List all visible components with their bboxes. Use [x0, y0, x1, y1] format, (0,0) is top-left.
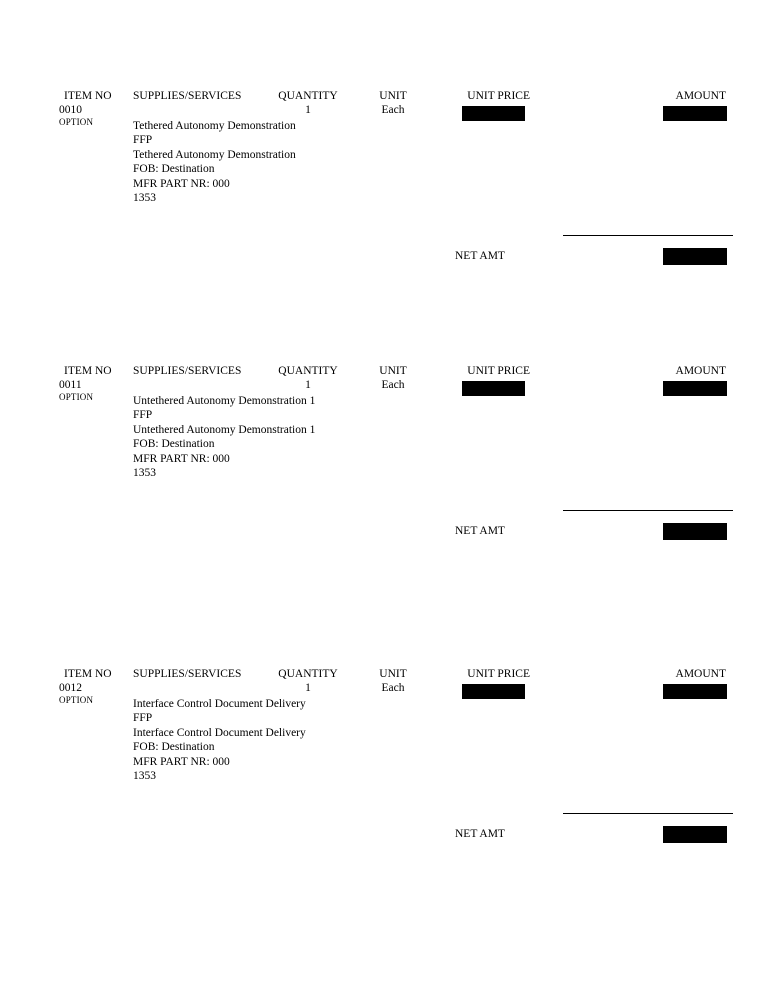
column-header-unit: UNIT [379, 668, 407, 680]
quantity-value: 1 [305, 104, 311, 116]
description-line: MFR PART NR: 000 [133, 452, 230, 465]
item-description [133, 394, 315, 480]
description-line: Tethered Autonomy Demonstration [133, 120, 296, 132]
net-amt-redaction-box [663, 826, 727, 843]
amount-redaction-box [663, 684, 727, 699]
net-amt-rule [563, 510, 733, 511]
column-header-quantity: QUANTITY [278, 668, 338, 680]
column-header-amount: AMOUNT [675, 668, 726, 680]
unit-price-redaction-box [462, 106, 525, 121]
net-amt-rule [563, 813, 733, 814]
column-header-supplies-services: SUPPLIES/SERVICES [133, 90, 242, 102]
column-header-unit-price: UNIT PRICE [467, 668, 530, 680]
line-item-0010 [0, 90, 772, 275]
description-line: 1353 [133, 770, 156, 783]
unit-value: Each [381, 379, 405, 391]
unit-price-redaction-box [462, 381, 525, 396]
column-header-item-no: ITEM NO [64, 90, 112, 102]
net-amt-label: NET AMT [455, 525, 505, 537]
option-label: OPTION [59, 392, 94, 402]
column-header-item-no: ITEM NO [64, 668, 112, 680]
item-number: 0010 [59, 104, 82, 116]
description-line: FOB: Destination [133, 163, 215, 176]
option-label: OPTION [59, 695, 94, 705]
description-line: Untethered Autonomy Demonstration 1 [133, 423, 316, 436]
column-header-item-no: ITEM NO [64, 365, 112, 377]
description-line: Interface Control Document Delivery [133, 698, 306, 710]
description-line: FOB: Destination [133, 438, 215, 451]
option-label: OPTION [59, 117, 94, 127]
net-amt-label: NET AMT [455, 250, 505, 262]
line-item-0012 [0, 668, 772, 853]
net-amt-label: NET AMT [455, 828, 505, 840]
item-description [133, 119, 296, 205]
net-amt-rule [563, 235, 733, 236]
description-line: Untethered Autonomy Demonstration 1 [133, 395, 316, 407]
description-line: FFP [133, 712, 153, 725]
description-line: FOB: Destination [133, 741, 215, 754]
column-header-supplies-services: SUPPLIES/SERVICES [133, 365, 242, 377]
column-header-amount: AMOUNT [675, 90, 726, 102]
column-header-unit: UNIT [379, 90, 407, 102]
description-line: FFP [133, 134, 153, 147]
amount-redaction-box [663, 106, 727, 121]
description-line: MFR PART NR: 000 [133, 755, 230, 768]
net-amt-redaction-box [663, 523, 727, 540]
item-number: 0012 [59, 682, 82, 694]
unit-value: Each [381, 682, 405, 694]
column-header-supplies-services: SUPPLIES/SERVICES [133, 668, 242, 680]
amount-redaction-box [663, 381, 727, 396]
net-amt-redaction-box [663, 248, 727, 265]
unit-price-redaction-box [462, 684, 525, 699]
description-line: Interface Control Document Delivery [133, 726, 306, 739]
description-line: 1353 [133, 467, 156, 480]
column-header-unit-price: UNIT PRICE [467, 90, 530, 102]
quantity-value: 1 [305, 682, 311, 694]
column-header-quantity: QUANTITY [278, 365, 338, 377]
column-header-unit-price: UNIT PRICE [467, 365, 530, 377]
line-item-0011 [0, 365, 772, 550]
column-header-unit: UNIT [379, 365, 407, 377]
unit-value: Each [381, 104, 405, 116]
item-description [133, 697, 306, 783]
description-line: Tethered Autonomy Demonstration [133, 148, 296, 161]
column-header-quantity: QUANTITY [278, 90, 338, 102]
description-line: MFR PART NR: 000 [133, 177, 230, 190]
description-line: 1353 [133, 192, 156, 205]
item-number: 0011 [59, 379, 82, 391]
quantity-value: 1 [305, 379, 311, 391]
column-header-amount: AMOUNT [675, 365, 726, 377]
description-line: FFP [133, 409, 153, 422]
